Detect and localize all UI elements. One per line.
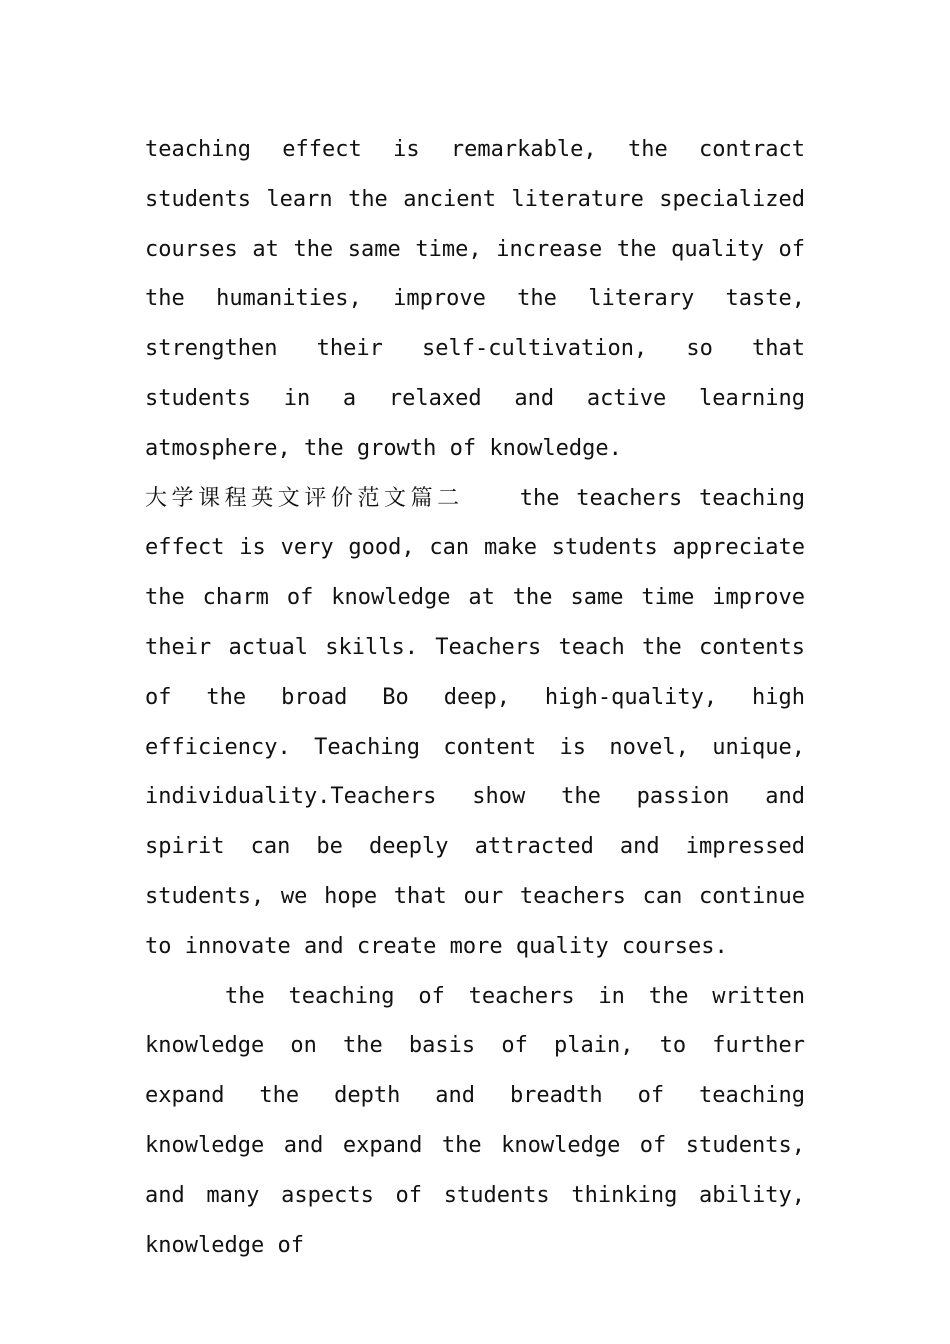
paragraph-2 (145, 474, 805, 972)
paragraph-1: teaching effect is remarkable, the contract students learn the ancient literature specialized courses at the same time, increase the quality of the humanities, improve the literary taste, strengthen their self-cultivation, so that students in a relaxed and active learning atmosphere, the growth of knowledge. (145, 137, 805, 461)
paragraph-3: the teaching of teachers in the written knowledge on the basis of plain, to further expand the depth and breadth of teaching knowledge and expand the knowledge of students, and many aspects of students thinking ability, knowledge of (145, 983, 805, 1258)
section-heading: 大学课程英文评价范文篇二 (145, 485, 464, 511)
document-page (145, 125, 805, 1270)
paragraph-2-text: the teachers teaching effect is very good, can make students appreciate the charm of knowledge at the same time improve their actual skills. Teachers teach the contents of the broad Bo deep, high-quality, high efficiency. Teaching content is novel, unique, individuality.Teachers show the passion and spirit can be deeply attracted and impressed students, we hope that our teachers can continue to innovate and create more quality courses. (145, 485, 805, 959)
